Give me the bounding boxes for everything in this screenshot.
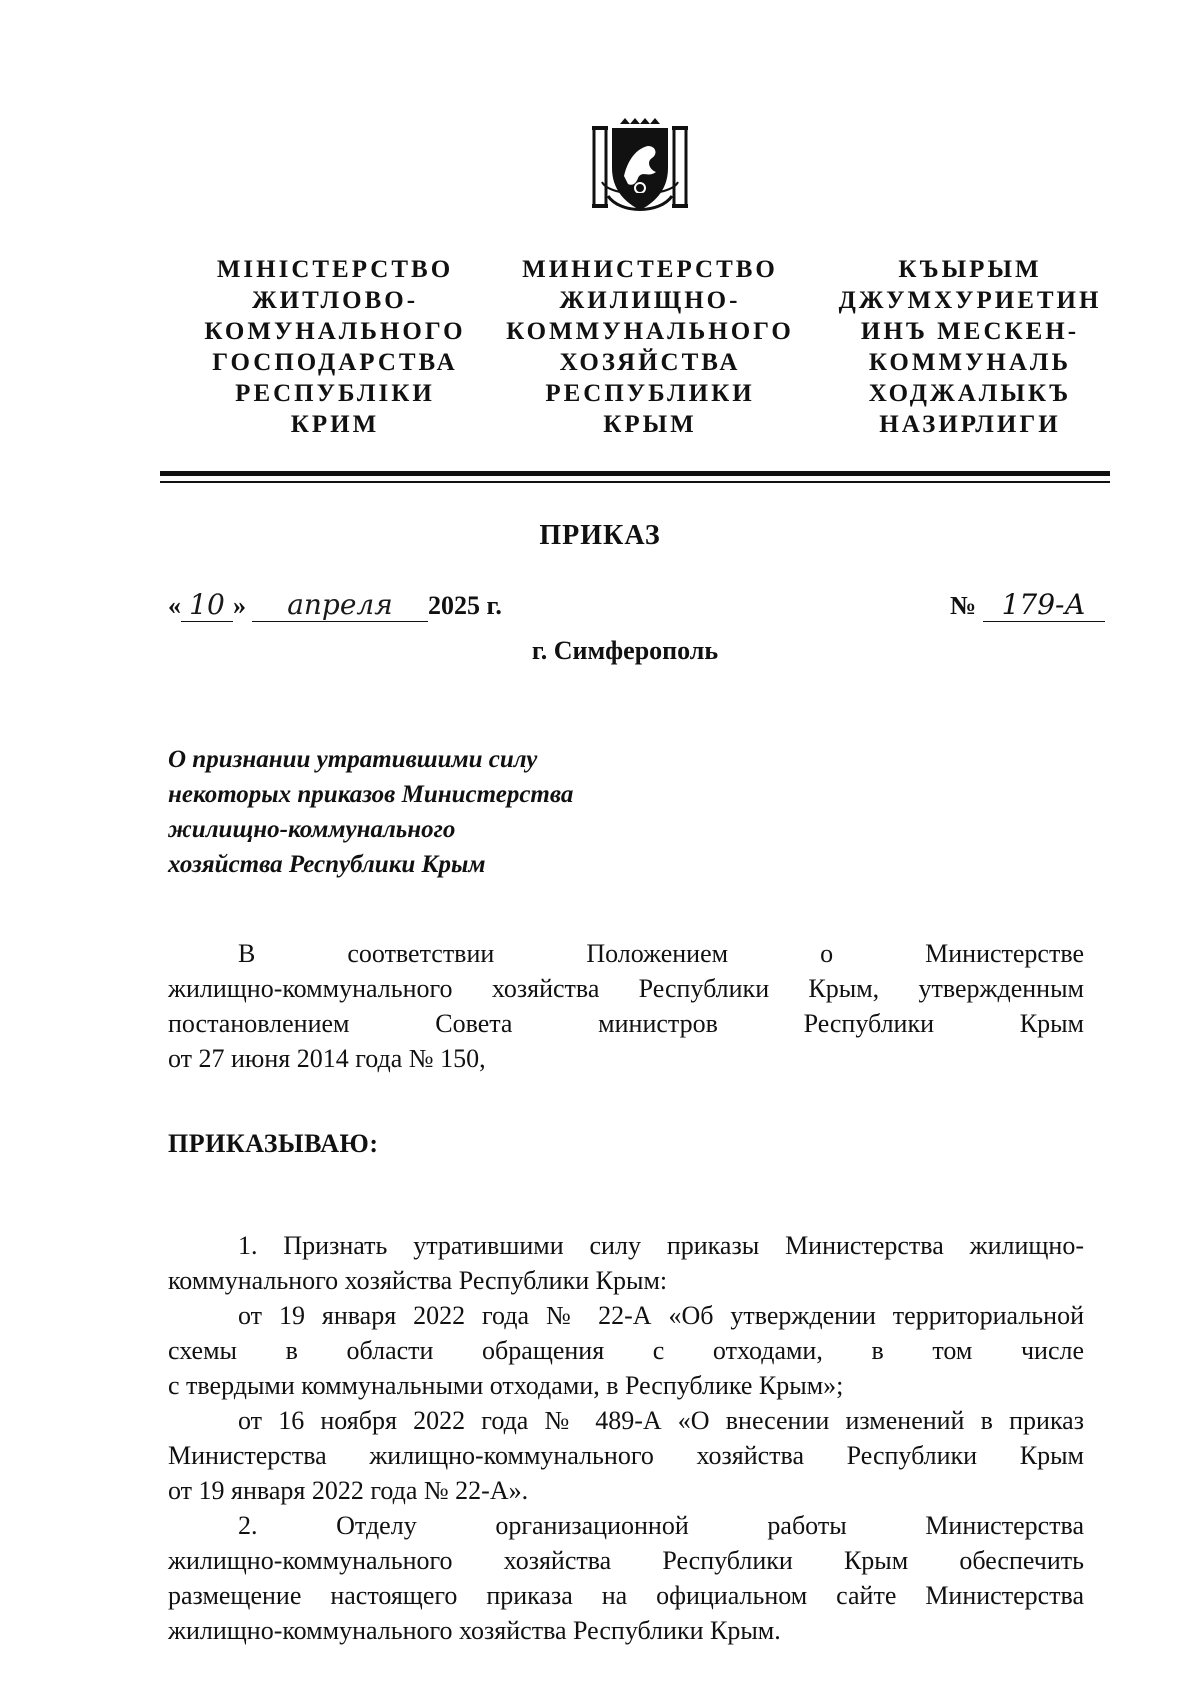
header-line: КОМУНАЛЬНОГО (204, 318, 466, 345)
date-open-quote: « (168, 591, 181, 620)
header-line: КОММУНАЛЬ (868, 349, 1072, 376)
order-subject (168, 742, 688, 882)
subject-line: О признании утратившими силу (168, 746, 538, 773)
body-line: постановлением Совета министров Республики Крым (168, 1009, 1084, 1038)
body-line: жилищно-коммунального хозяйства Республики Крым, утвержденным (168, 974, 1084, 1003)
header-divider-thick (160, 471, 1110, 476)
date-month-handwritten: апреля (252, 588, 428, 622)
header-divider-thin (160, 481, 1110, 483)
body-line: жилищно-коммунального хозяйства Республики Крым. (168, 1616, 781, 1645)
header-line: РЕСПУБЛІКИ (235, 380, 435, 407)
header-line: МІНІСТЕРСТВО (216, 256, 454, 283)
preamble-paragraph (168, 936, 1084, 1076)
subject-line: хозяйства Республики Крым (168, 851, 486, 878)
order-directive-heading: ПРИКАЗЫВАЮ: (168, 1129, 379, 1158)
header-line: НАЗИРЛИГИ (879, 411, 1061, 438)
body-line: размещение настоящего приказа на официальном сайте Министерства (168, 1581, 1084, 1610)
header-line: ДЖУМХУРИЕТИН (838, 287, 1102, 314)
header-line: КРИМ (290, 411, 380, 438)
city-name: г. Симферополь (531, 636, 719, 665)
document-type-title: ПРИКАЗ (539, 520, 661, 551)
order-items (168, 1228, 1084, 1648)
header-line: КЪЫРЫМ (898, 256, 1042, 283)
body-line: от 27 июня 2014 года № 150, (168, 1044, 486, 1073)
body-line: от 19 января 2022 года № 22-А «Об утверждении территориальной (238, 1301, 1084, 1330)
number-value-handwritten: 179-А (983, 588, 1105, 622)
header-line: ГОСПОДАРСТВА (212, 349, 458, 376)
subject-line: некоторых приказов Министерства (168, 781, 574, 808)
header-line: КРЫМ (603, 411, 697, 438)
header-line: РЕСПУБЛИКИ (545, 380, 755, 407)
date-close-quote: » (233, 591, 246, 620)
header-line: КОММУНАЛЬНОГО (506, 318, 794, 345)
body-line: от 16 ноября 2022 года № 489-А «О внесении изменений в приказ (238, 1406, 1084, 1435)
header-line: ХОДЖАЛЫКЪ (868, 380, 1072, 407)
header-ministry-crimean-tatar (820, 254, 1120, 440)
order-number (950, 588, 1105, 622)
body-line: от 19 января 2022 года № 22-А». (168, 1476, 529, 1505)
subject-line: жилищно-коммунального (168, 816, 456, 843)
header-ministry-russian (485, 254, 815, 440)
header-line: ЖИТЛОВО- (251, 287, 419, 314)
body-line: схемы в области обращения с отходами, в том числе (168, 1336, 1084, 1365)
date-day-handwritten: 10 (181, 588, 233, 622)
body-line: коммунального хозяйства Республики Крым: (168, 1266, 668, 1295)
coat-of-arms-icon (590, 118, 690, 214)
body-line: с твердыми коммунальными отходами, в Республике Крым»; (168, 1371, 844, 1400)
body-line: Министерства жилищно-коммунального хозяйства Республики Крым (168, 1441, 1084, 1470)
header-line: ЖИЛИЩНО- (559, 287, 741, 314)
order-date (168, 588, 502, 622)
body-line: жилищно-коммунального хозяйства Республики Крым обеспечить (168, 1546, 1084, 1575)
date-year: 2025 г. (428, 591, 502, 620)
body-line: 2. Отделу организационной работы Министерства (238, 1511, 1084, 1540)
number-label: № (950, 591, 977, 620)
header-line: МИНИСТЕРСТВО (522, 256, 778, 283)
body-line: В соответствии Положением о Министерстве (238, 939, 1084, 968)
header-ministry-ukrainian (190, 254, 480, 440)
header-line: ХОЗЯЙСТВА (559, 349, 741, 376)
header-line: ИНЪ МЕСКЕН- (860, 318, 1080, 345)
body-line: 1. Признать утратившими силу приказы Министерства жилищно- (238, 1231, 1084, 1260)
